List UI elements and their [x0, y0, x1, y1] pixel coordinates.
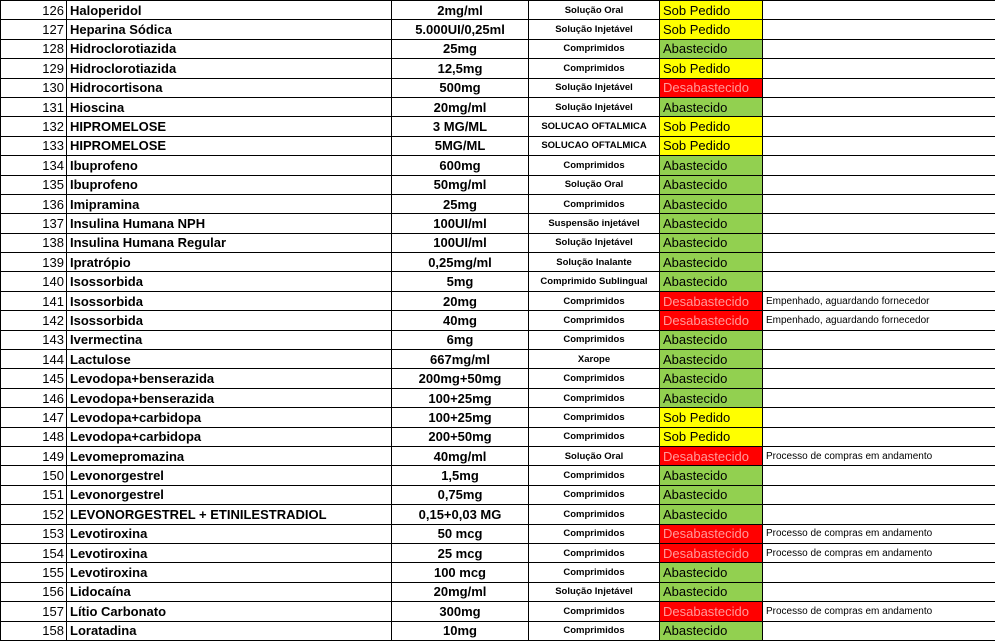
table-row — [1, 388, 995, 407]
table-row — [1, 59, 995, 78]
row-number: 154 — [1, 543, 67, 562]
status-note — [763, 272, 995, 291]
stock-status: Sob Pedido — [660, 20, 763, 39]
dosage: 0,75mg — [392, 485, 529, 504]
table-row — [1, 117, 995, 136]
pharmaceutical-form: Comprimidos — [529, 485, 660, 504]
table-body — [1, 1, 995, 641]
stock-status: Abastecido — [660, 582, 763, 601]
medication-name: Heparina Sódica — [67, 20, 392, 39]
status-note — [763, 59, 995, 78]
medication-name: Ibuprofeno — [67, 175, 392, 194]
dosage: 20mg — [392, 291, 529, 310]
row-number: 136 — [1, 194, 67, 213]
table-row — [1, 427, 995, 446]
row-number: 145 — [1, 369, 67, 388]
dosage: 100+25mg — [392, 408, 529, 427]
table-row — [1, 272, 995, 291]
row-number: 151 — [1, 485, 67, 504]
row-number: 143 — [1, 330, 67, 349]
pharmaceutical-form: Solução Oral — [529, 1, 660, 20]
medication-name: Lítio Carbonato — [67, 602, 392, 621]
medication-name: HIPROMELOSE — [67, 136, 392, 155]
status-note: Processo de compras em andamento — [763, 543, 995, 562]
pharmaceutical-form: Comprimidos — [529, 39, 660, 58]
medication-name: Levonorgestrel — [67, 466, 392, 485]
medication-name: Hidrocortisona — [67, 78, 392, 97]
status-note — [763, 156, 995, 175]
pharmaceutical-form: Solução Injetável — [529, 97, 660, 116]
stock-status: Sob Pedido — [660, 408, 763, 427]
status-note — [763, 175, 995, 194]
status-note — [763, 1, 995, 20]
dosage: 5.000UI/0,25ml — [392, 20, 529, 39]
dosage: 100UI/ml — [392, 233, 529, 252]
medication-name: Loratadina — [67, 621, 392, 640]
pharmaceutical-form: Comprimido Sublingual — [529, 272, 660, 291]
medication-name: Ipratrópio — [67, 253, 392, 272]
stock-status: Abastecido — [660, 369, 763, 388]
row-number: 132 — [1, 117, 67, 136]
dosage: 5mg — [392, 272, 529, 291]
stock-status: Sob Pedido — [660, 117, 763, 136]
status-note — [763, 466, 995, 485]
medication-name: Levotiroxina — [67, 563, 392, 582]
stock-status: Desabastecido — [660, 311, 763, 330]
status-note: Empenhado, aguardando fornecedor — [763, 291, 995, 310]
row-number: 153 — [1, 524, 67, 543]
table-row — [1, 253, 995, 272]
table-row — [1, 175, 995, 194]
status-note — [763, 427, 995, 446]
medication-name: Hidroclorotiazida — [67, 59, 392, 78]
table-row — [1, 602, 995, 621]
table-row — [1, 582, 995, 601]
status-note — [763, 136, 995, 155]
pharmaceutical-form: Comprimidos — [529, 330, 660, 349]
row-number: 148 — [1, 427, 67, 446]
dosage: 5MG/ML — [392, 136, 529, 155]
table-row — [1, 505, 995, 524]
pharmaceutical-form: Comprimidos — [529, 156, 660, 175]
stock-status: Abastecido — [660, 330, 763, 349]
stock-status: Sob Pedido — [660, 1, 763, 20]
row-number: 155 — [1, 563, 67, 582]
medication-name: Isossorbida — [67, 272, 392, 291]
status-note — [763, 563, 995, 582]
status-note — [763, 621, 995, 640]
dosage: 25mg — [392, 194, 529, 213]
status-note — [763, 330, 995, 349]
table-row — [1, 330, 995, 349]
dosage: 0,15+0,03 MG — [392, 505, 529, 524]
table-row — [1, 97, 995, 116]
status-note: Processo de compras em andamento — [763, 446, 995, 465]
dosage: 25 mcg — [392, 543, 529, 562]
pharmaceutical-form: Xarope — [529, 350, 660, 369]
pharmaceutical-form: Suspensão injetável — [529, 214, 660, 233]
stock-status: Desabastecido — [660, 78, 763, 97]
row-number: 129 — [1, 59, 67, 78]
row-number: 152 — [1, 505, 67, 524]
medication-name: Levotiroxina — [67, 543, 392, 562]
row-number: 126 — [1, 1, 67, 20]
dosage: 2mg/ml — [392, 1, 529, 20]
pharmaceutical-form: Solução Injetável — [529, 78, 660, 97]
stock-status: Abastecido — [660, 621, 763, 640]
pharmaceutical-form: Comprimidos — [529, 505, 660, 524]
table-row — [1, 524, 995, 543]
medication-name: Levodopa+benserazida — [67, 369, 392, 388]
table-row — [1, 78, 995, 97]
status-note — [763, 505, 995, 524]
pharmaceutical-form: SOLUCAO OFTALMICA — [529, 117, 660, 136]
medication-name: LEVONORGESTREL + ETINILESTRADIOL — [67, 505, 392, 524]
status-note — [763, 39, 995, 58]
row-number: 127 — [1, 20, 67, 39]
dosage: 600mg — [392, 156, 529, 175]
stock-status: Abastecido — [660, 214, 763, 233]
dosage: 667mg/ml — [392, 350, 529, 369]
pharmaceutical-form: Solução Injetável — [529, 582, 660, 601]
row-number: 130 — [1, 78, 67, 97]
stock-status: Sob Pedido — [660, 59, 763, 78]
dosage: 100UI/ml — [392, 214, 529, 233]
status-note — [763, 20, 995, 39]
stock-status: Abastecido — [660, 253, 763, 272]
status-note — [763, 233, 995, 252]
status-note: Empenhado, aguardando fornecedor — [763, 311, 995, 330]
stock-status: Abastecido — [660, 272, 763, 291]
pharmaceutical-form: SOLUCAO OFTALMICA — [529, 136, 660, 155]
stock-status: Desabastecido — [660, 524, 763, 543]
medication-name: Levonorgestrel — [67, 485, 392, 504]
medication-name: Hidroclorotiazida — [67, 39, 392, 58]
table-row — [1, 408, 995, 427]
pharmaceutical-form: Solução Oral — [529, 175, 660, 194]
stock-status: Abastecido — [660, 350, 763, 369]
pharmaceutical-form: Comprimidos — [529, 291, 660, 310]
row-number: 140 — [1, 272, 67, 291]
stock-status: Abastecido — [660, 563, 763, 582]
status-note — [763, 369, 995, 388]
medication-name: HIPROMELOSE — [67, 117, 392, 136]
medication-name: Haloperidol — [67, 1, 392, 20]
dosage: 100+25mg — [392, 388, 529, 407]
stock-status: Abastecido — [660, 388, 763, 407]
table-row — [1, 543, 995, 562]
medication-name: Levodopa+benserazida — [67, 388, 392, 407]
table-row — [1, 446, 995, 465]
stock-status: Desabastecido — [660, 602, 763, 621]
stock-status: Abastecido — [660, 233, 763, 252]
table-row — [1, 233, 995, 252]
stock-status: Abastecido — [660, 39, 763, 58]
dosage: 100 mcg — [392, 563, 529, 582]
status-note — [763, 582, 995, 601]
pharmaceutical-form: Solução Injetável — [529, 20, 660, 39]
dosage: 3 MG/ML — [392, 117, 529, 136]
medication-name: Levomepromazina — [67, 446, 392, 465]
row-number: 149 — [1, 446, 67, 465]
row-number: 134 — [1, 156, 67, 175]
dosage: 50mg/ml — [392, 175, 529, 194]
stock-status: Sob Pedido — [660, 136, 763, 155]
pharmaceutical-form: Comprimidos — [529, 563, 660, 582]
medication-name: Isossorbida — [67, 311, 392, 330]
medication-name: Lidocaína — [67, 582, 392, 601]
pharmaceutical-form: Comprimidos — [529, 311, 660, 330]
pharmaceutical-form: Comprimidos — [529, 427, 660, 446]
dosage: 50 mcg — [392, 524, 529, 543]
medication-name: Imipramina — [67, 194, 392, 213]
pharmaceutical-form: Comprimidos — [529, 369, 660, 388]
medication-name: Lactulose — [67, 350, 392, 369]
dosage: 0,25mg/ml — [392, 253, 529, 272]
status-note — [763, 214, 995, 233]
medication-name: Levodopa+carbidopa — [67, 427, 392, 446]
status-note: Processo de compras em andamento — [763, 524, 995, 543]
pharmaceutical-form: Solução Injetável — [529, 233, 660, 252]
stock-status: Desabastecido — [660, 291, 763, 310]
row-number: 156 — [1, 582, 67, 601]
medication-name: Isossorbida — [67, 291, 392, 310]
pharmaceutical-form: Solução Inalante — [529, 253, 660, 272]
dosage: 200+50mg — [392, 427, 529, 446]
table-row — [1, 621, 995, 640]
medication-name: Hioscina — [67, 97, 392, 116]
pharmaceutical-form: Comprimidos — [529, 543, 660, 562]
status-note — [763, 388, 995, 407]
dosage: 20mg/ml — [392, 97, 529, 116]
medication-name: Ivermectina — [67, 330, 392, 349]
row-number: 157 — [1, 602, 67, 621]
pharmaceutical-form: Comprimidos — [529, 466, 660, 485]
table-row — [1, 194, 995, 213]
table-row — [1, 1, 995, 20]
status-note — [763, 97, 995, 116]
pharmaceutical-form: Solução Oral — [529, 446, 660, 465]
stock-status: Abastecido — [660, 156, 763, 175]
stock-status: Abastecido — [660, 194, 763, 213]
table-row — [1, 20, 995, 39]
stock-status: Abastecido — [660, 175, 763, 194]
row-number: 146 — [1, 388, 67, 407]
row-number: 147 — [1, 408, 67, 427]
dosage: 20mg/ml — [392, 582, 529, 601]
stock-status: Abastecido — [660, 466, 763, 485]
dosage: 25mg — [392, 39, 529, 58]
row-number: 139 — [1, 253, 67, 272]
table-row — [1, 485, 995, 504]
row-number: 137 — [1, 214, 67, 233]
row-number: 135 — [1, 175, 67, 194]
row-number: 133 — [1, 136, 67, 155]
row-number: 144 — [1, 350, 67, 369]
row-number: 131 — [1, 97, 67, 116]
table-row — [1, 350, 995, 369]
status-note — [763, 194, 995, 213]
stock-status: Abastecido — [660, 97, 763, 116]
pharmaceutical-form: Comprimidos — [529, 194, 660, 213]
status-note — [763, 78, 995, 97]
table-row — [1, 563, 995, 582]
table-row — [1, 39, 995, 58]
status-note: Processo de compras em andamento — [763, 602, 995, 621]
status-note — [763, 253, 995, 272]
row-number: 158 — [1, 621, 67, 640]
dosage: 10mg — [392, 621, 529, 640]
dosage: 1,5mg — [392, 466, 529, 485]
dosage: 200mg+50mg — [392, 369, 529, 388]
pharmaceutical-form: Comprimidos — [529, 524, 660, 543]
status-note — [763, 408, 995, 427]
dosage: 6mg — [392, 330, 529, 349]
status-note — [763, 350, 995, 369]
table-row — [1, 291, 995, 310]
status-note — [763, 485, 995, 504]
dosage: 40mg/ml — [392, 446, 529, 465]
pharmaceutical-form: Comprimidos — [529, 59, 660, 78]
medication-name: Insulina Humana Regular — [67, 233, 392, 252]
pharmaceutical-form: Comprimidos — [529, 602, 660, 621]
dosage: 300mg — [392, 602, 529, 621]
row-number: 128 — [1, 39, 67, 58]
table-row — [1, 214, 995, 233]
pharmaceutical-form: Comprimidos — [529, 621, 660, 640]
stock-status: Abastecido — [660, 505, 763, 524]
dosage: 40mg — [392, 311, 529, 330]
pharmaceutical-form: Comprimidos — [529, 388, 660, 407]
stock-status: Desabastecido — [660, 446, 763, 465]
stock-status: Abastecido — [660, 485, 763, 504]
pharmaceutical-form: Comprimidos — [529, 408, 660, 427]
table-row — [1, 156, 995, 175]
row-number: 138 — [1, 233, 67, 252]
table-row — [1, 369, 995, 388]
dosage: 12,5mg — [392, 59, 529, 78]
table-row — [1, 466, 995, 485]
stock-status: Sob Pedido — [660, 427, 763, 446]
row-number: 150 — [1, 466, 67, 485]
medication-name: Levodopa+carbidopa — [67, 408, 392, 427]
table-row — [1, 136, 995, 155]
table-row — [1, 311, 995, 330]
row-number: 141 — [1, 291, 67, 310]
stock-status: Desabastecido — [660, 543, 763, 562]
medication-name: Levotiroxina — [67, 524, 392, 543]
row-number: 142 — [1, 311, 67, 330]
dosage: 500mg — [392, 78, 529, 97]
medication-name: Ibuprofeno — [67, 156, 392, 175]
medication-name: Insulina Humana NPH — [67, 214, 392, 233]
status-note — [763, 117, 995, 136]
